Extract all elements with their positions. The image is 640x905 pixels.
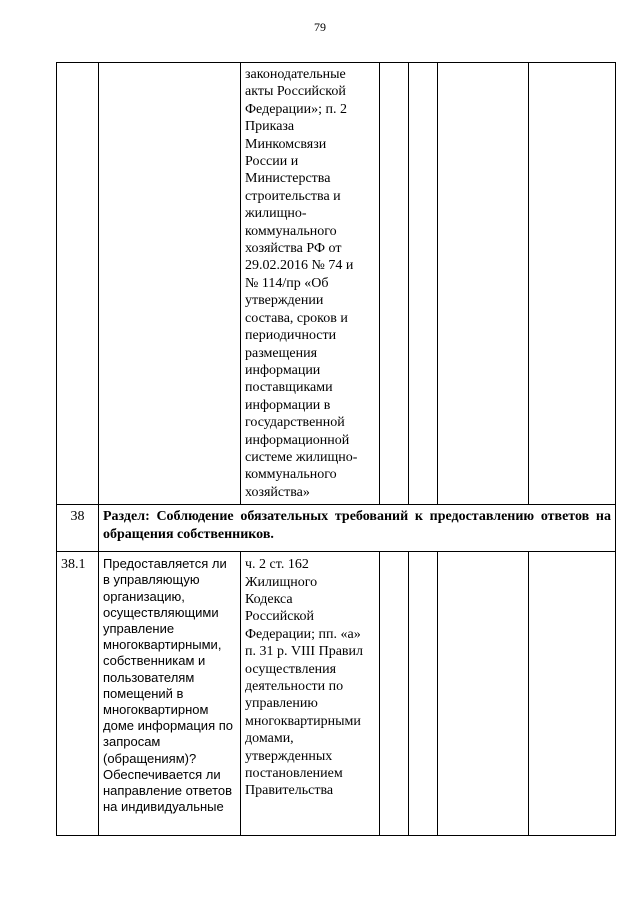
page-number: 79	[314, 20, 326, 34]
legal-basis-cell	[241, 63, 380, 505]
table-row	[57, 63, 616, 505]
answer-no-cell	[409, 552, 438, 836]
section-row	[57, 505, 616, 552]
legal-basis-text: законодательные акты Российской Федерации»; п. 2 Приказа Минкомсвязи России и Министерства строительства и жилищно- коммунального хозяйства РФ от 29.02.2016 № 74 и № 114/пр «Об утверждении состава, сроков и периодичности размещения информации поставщиками информации в государственной информационной системе жилищно- коммунального хозяйства»	[245, 67, 358, 500]
checklist-table	[56, 62, 616, 836]
notes-cell	[529, 552, 616, 836]
answer-na-cell	[438, 63, 529, 505]
number-cell	[57, 63, 99, 505]
answer-yes-cell	[380, 63, 409, 505]
notes-cell	[529, 63, 616, 505]
section-title: Раздел: Соблюдение обязательных требований к предоставлению ответов на обращения собственников.	[99, 505, 616, 552]
item-number: 38.1	[57, 552, 99, 836]
answer-no-cell	[409, 63, 438, 505]
question-cell	[99, 63, 241, 505]
table-row	[57, 552, 616, 836]
legal-basis-text: ч. 2 ст. 162 Жилищного Кодекса Российской Федерации; пп. «а» п. 31 р. VIII Правил осуществления деятельности по управлению многоквартирными домами, утвержденных постановлением Правительства	[245, 557, 364, 799]
answer-yes-cell	[380, 552, 409, 836]
answer-na-cell	[438, 552, 529, 836]
section-number: 38	[57, 505, 99, 552]
legal-basis-cell	[241, 552, 380, 836]
question-cell	[99, 552, 241, 836]
question-text: Предоставляется ли в управляющую организацию, осуществляющими управление многоквартирными, собственникам и пользователям помещений в многоквартирном доме информация по запросам (обращениям)? Обеспечивается ли направление ответов на индивидуальные	[103, 556, 233, 815]
